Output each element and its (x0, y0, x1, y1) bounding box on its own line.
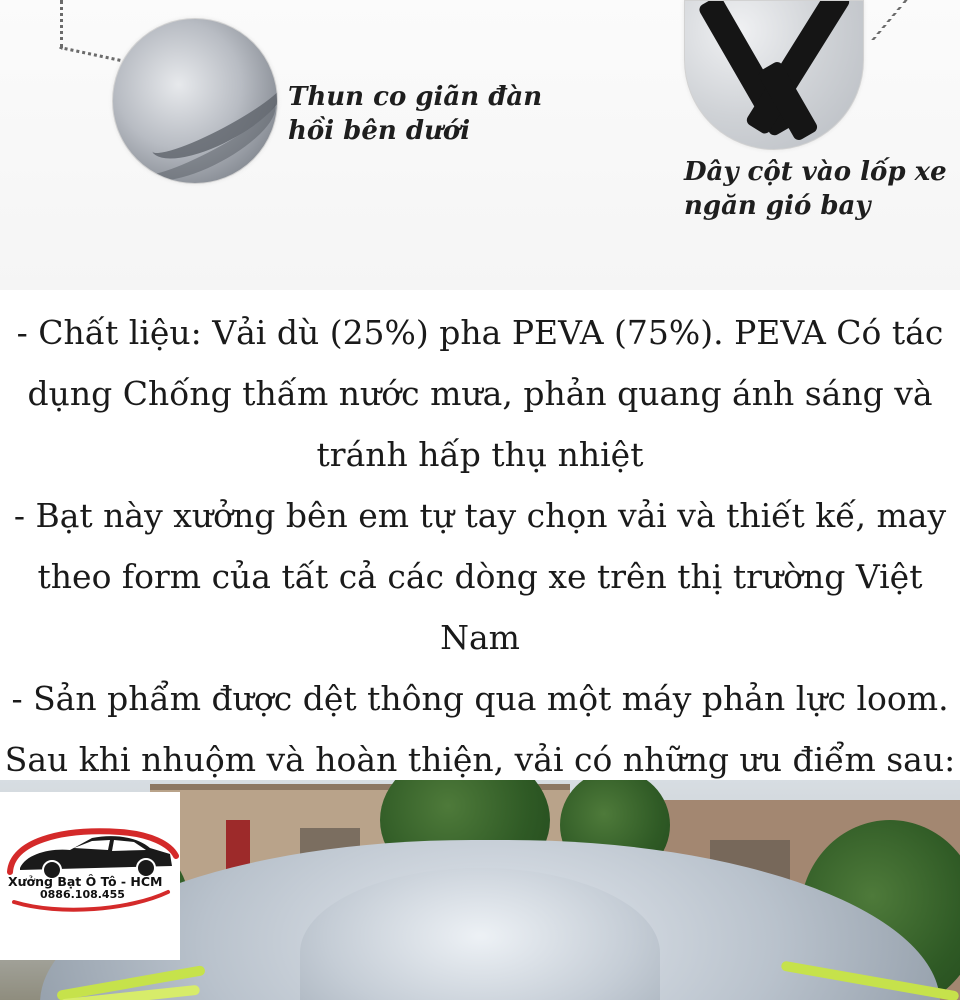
car-icon (0, 792, 180, 922)
caption-elastic-line2: hồi bên dưới (288, 116, 471, 146)
description-line: tránh hấp thụ nhiệt (316, 435, 644, 474)
description-line: theo form của tất cả các dòng xe trên thị trường Việt Nam (37, 557, 923, 657)
description-line: - Sản phẩm được dệt thông qua một máy phản lực loom. (11, 679, 949, 718)
logo-shop-name: Xưởng Bạt Ô Tô - HCM (8, 874, 163, 889)
caption-elastic-line1: Thun co giãn đàn (288, 82, 543, 112)
caption-elastic-hem (288, 80, 588, 148)
description-line: dụng Chống thấm nước mưa, phản quang ánh sáng và (27, 374, 933, 413)
description-line: Sau khi nhuộm và hoàn thiện, vải có những ưu điểm sau: (4, 740, 956, 779)
product-description (0, 302, 960, 851)
description-line: - Chất liệu: Vải dù (25%) pha PEVA (75%). PEVA Có tác (16, 313, 944, 352)
pointer-line-left-2 (59, 46, 120, 62)
caption-strap-line2: ngăn gió bay (684, 191, 871, 221)
description-line: - Bạt này xưởng bên em tự tay chọn vải và thiết kế, may (13, 496, 947, 535)
caption-strap-line1: Dây cột vào lốp xe (684, 157, 947, 187)
shop-logo (0, 792, 180, 960)
caption-tire-strap (684, 155, 954, 223)
tire-strap-image (684, 0, 864, 150)
logo-phone-number: 0886.108.455 (40, 888, 125, 901)
detail-figure (0, 0, 960, 290)
pointer-line-left (60, 0, 63, 48)
elastic-hem-image (112, 18, 278, 184)
